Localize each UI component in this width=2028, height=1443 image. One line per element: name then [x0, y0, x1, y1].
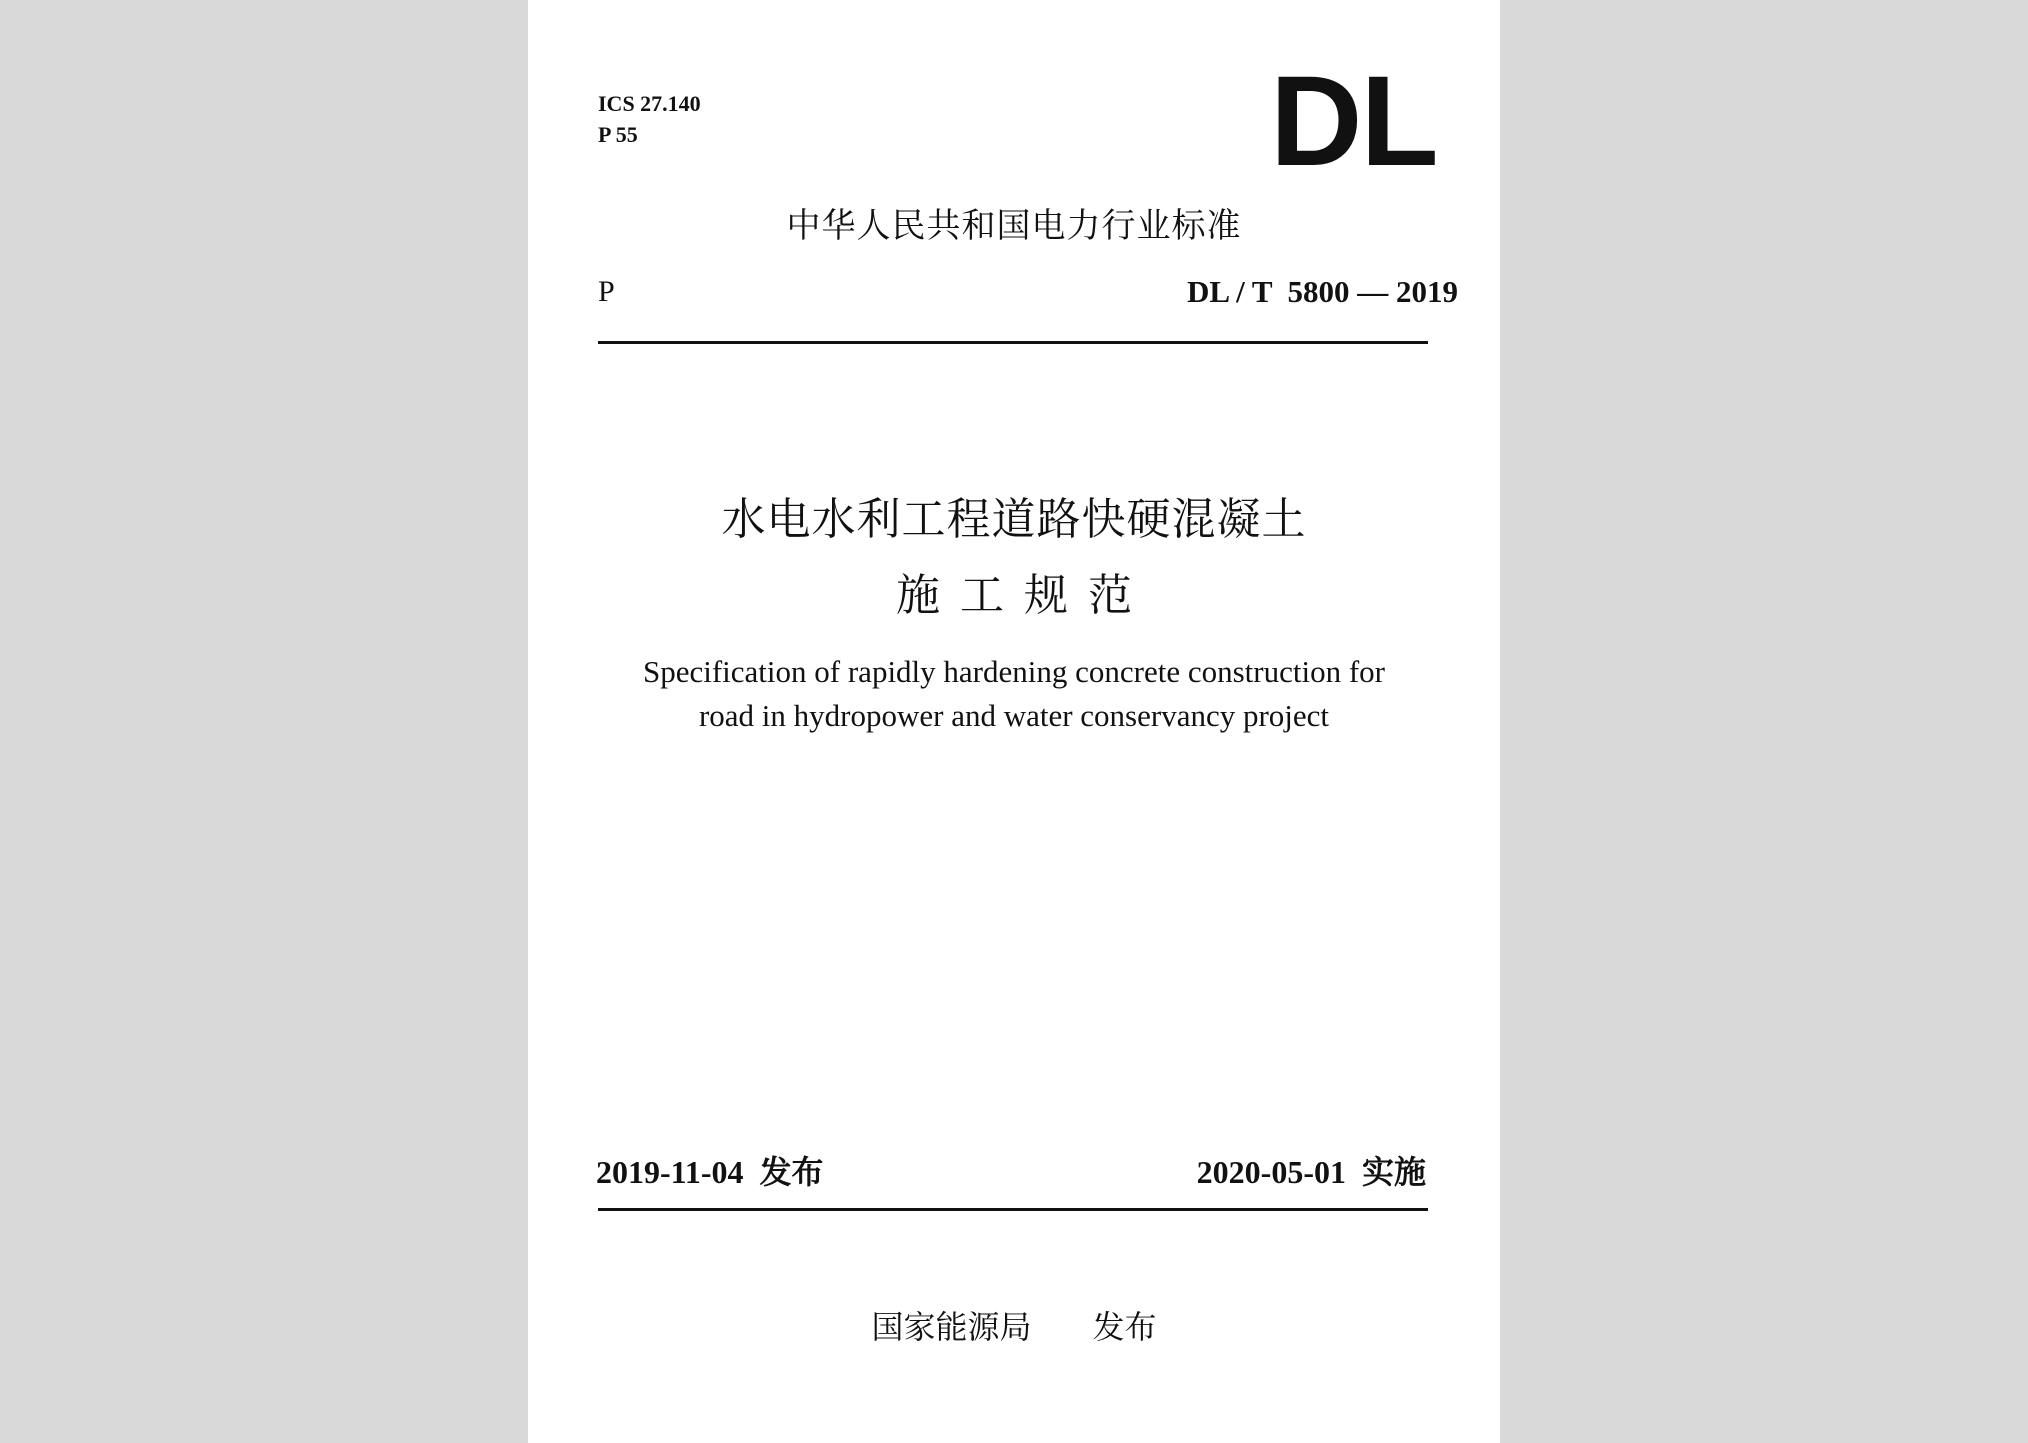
- title-en-line2: road in hydropower and water conservancy project: [698, 698, 1330, 733]
- title-en-line1: Specification of rapidly hardening concrete construction for: [642, 654, 1385, 689]
- standard-number: DL / T 5800 — 2019: [1186, 274, 1458, 309]
- standard-cover-page: [528, 0, 1500, 1443]
- title-cn-line2: 施工规范: [896, 570, 1152, 621]
- footer-divider: [598, 1208, 1428, 1211]
- issue-date: 2019-11-04 发布: [596, 1154, 824, 1190]
- classification-code: P: [598, 275, 615, 308]
- publisher-line: 国家能源局 发布: [871, 1308, 1157, 1346]
- ics-code: ICS 27.140: [598, 91, 701, 116]
- ccs-code: P 55: [598, 122, 638, 147]
- standard-type-heading: 中华人民共和国电力行业标准: [786, 206, 1242, 246]
- dl-logo: DL: [1270, 50, 1437, 193]
- header-divider: [598, 341, 1428, 344]
- title-en: [528, 650, 1500, 738]
- effective-date: 2020-05-01 实施: [1196, 1154, 1426, 1190]
- title-cn-line1: 水电水利工程道路快硬混凝土: [721, 494, 1307, 545]
- ics-codes: [598, 88, 701, 150]
